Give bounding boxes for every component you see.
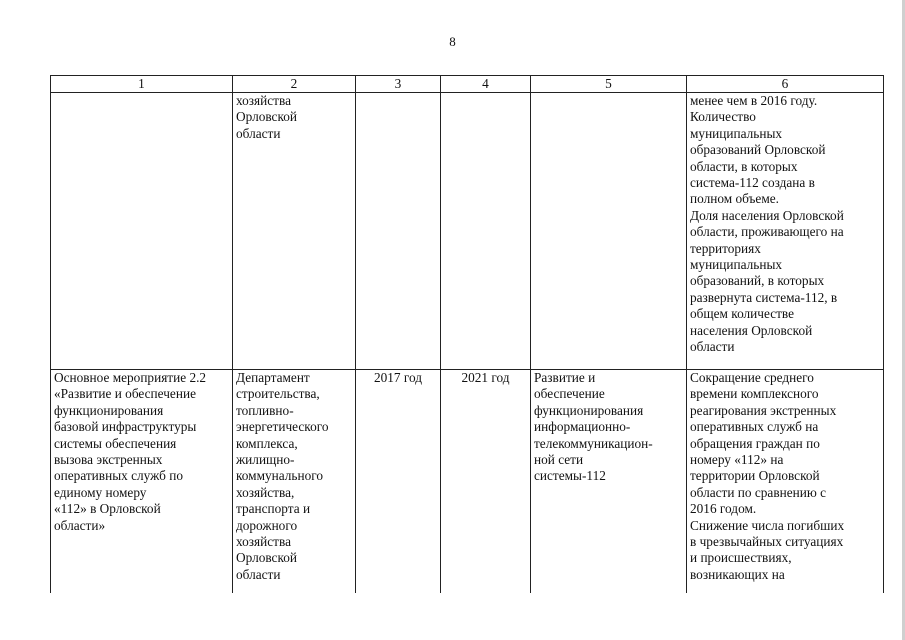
table-row	[51, 370, 884, 594]
cell-end-year	[441, 93, 531, 370]
cell-measure: Основное мероприятие 2.2 «Развитие и обеспечение функционирования базовой инфраструктуры системы обеспечения вызова экстренных оперативных служб по единому номеру «112» в Орловской области»	[51, 370, 233, 594]
header-col-2: 2	[233, 76, 356, 93]
header-col-5: 5	[531, 76, 687, 93]
cell-start-year	[356, 93, 441, 370]
cell-start-year: 2017 год	[356, 370, 441, 594]
header-row	[51, 76, 884, 93]
header-col-6: 6	[687, 76, 884, 93]
cell-indicators: Сокращение среднего времени комплексного реагирования экстренных оперативных служб на обращения граждан по номеру «112» на территории Орловской области по сравнению с 2016 годом. Снижение числа погибших в чрезвычайных ситуациях и происшествиях, возникающих на	[687, 370, 884, 594]
header-col-1: 1	[51, 76, 233, 93]
header-col-3: 3	[356, 76, 441, 93]
cell-indicators: менее чем в 2016 году. Количество муниципальных образований Орловской области, в которых система-112 создана в полном объеме. Доля населения Орловской области, проживающего на территориях муниципальных образований, в которых развернута система-112, в общем количестве населения Орловской области	[687, 93, 884, 370]
cell-executor: хозяйства Орловской области	[233, 93, 356, 370]
page-number: 8	[449, 34, 456, 49]
cell-executor: Департамент строительства, топливно- энергетического комплекса, жилищно- коммунального хозяйства, транспорта и дорожного хозяйства Орловской области	[233, 370, 356, 594]
measures-table	[50, 75, 884, 593]
cell-end-year: 2021 год	[441, 370, 531, 594]
cell-measure	[51, 93, 233, 370]
table-row	[51, 93, 884, 370]
cell-direction: Развитие и обеспечение функционирования информационно- телекоммуникацион- ной сети системы-112	[531, 370, 687, 594]
header-col-4: 4	[441, 76, 531, 93]
cell-direction	[531, 93, 687, 370]
table-header	[51, 76, 884, 93]
